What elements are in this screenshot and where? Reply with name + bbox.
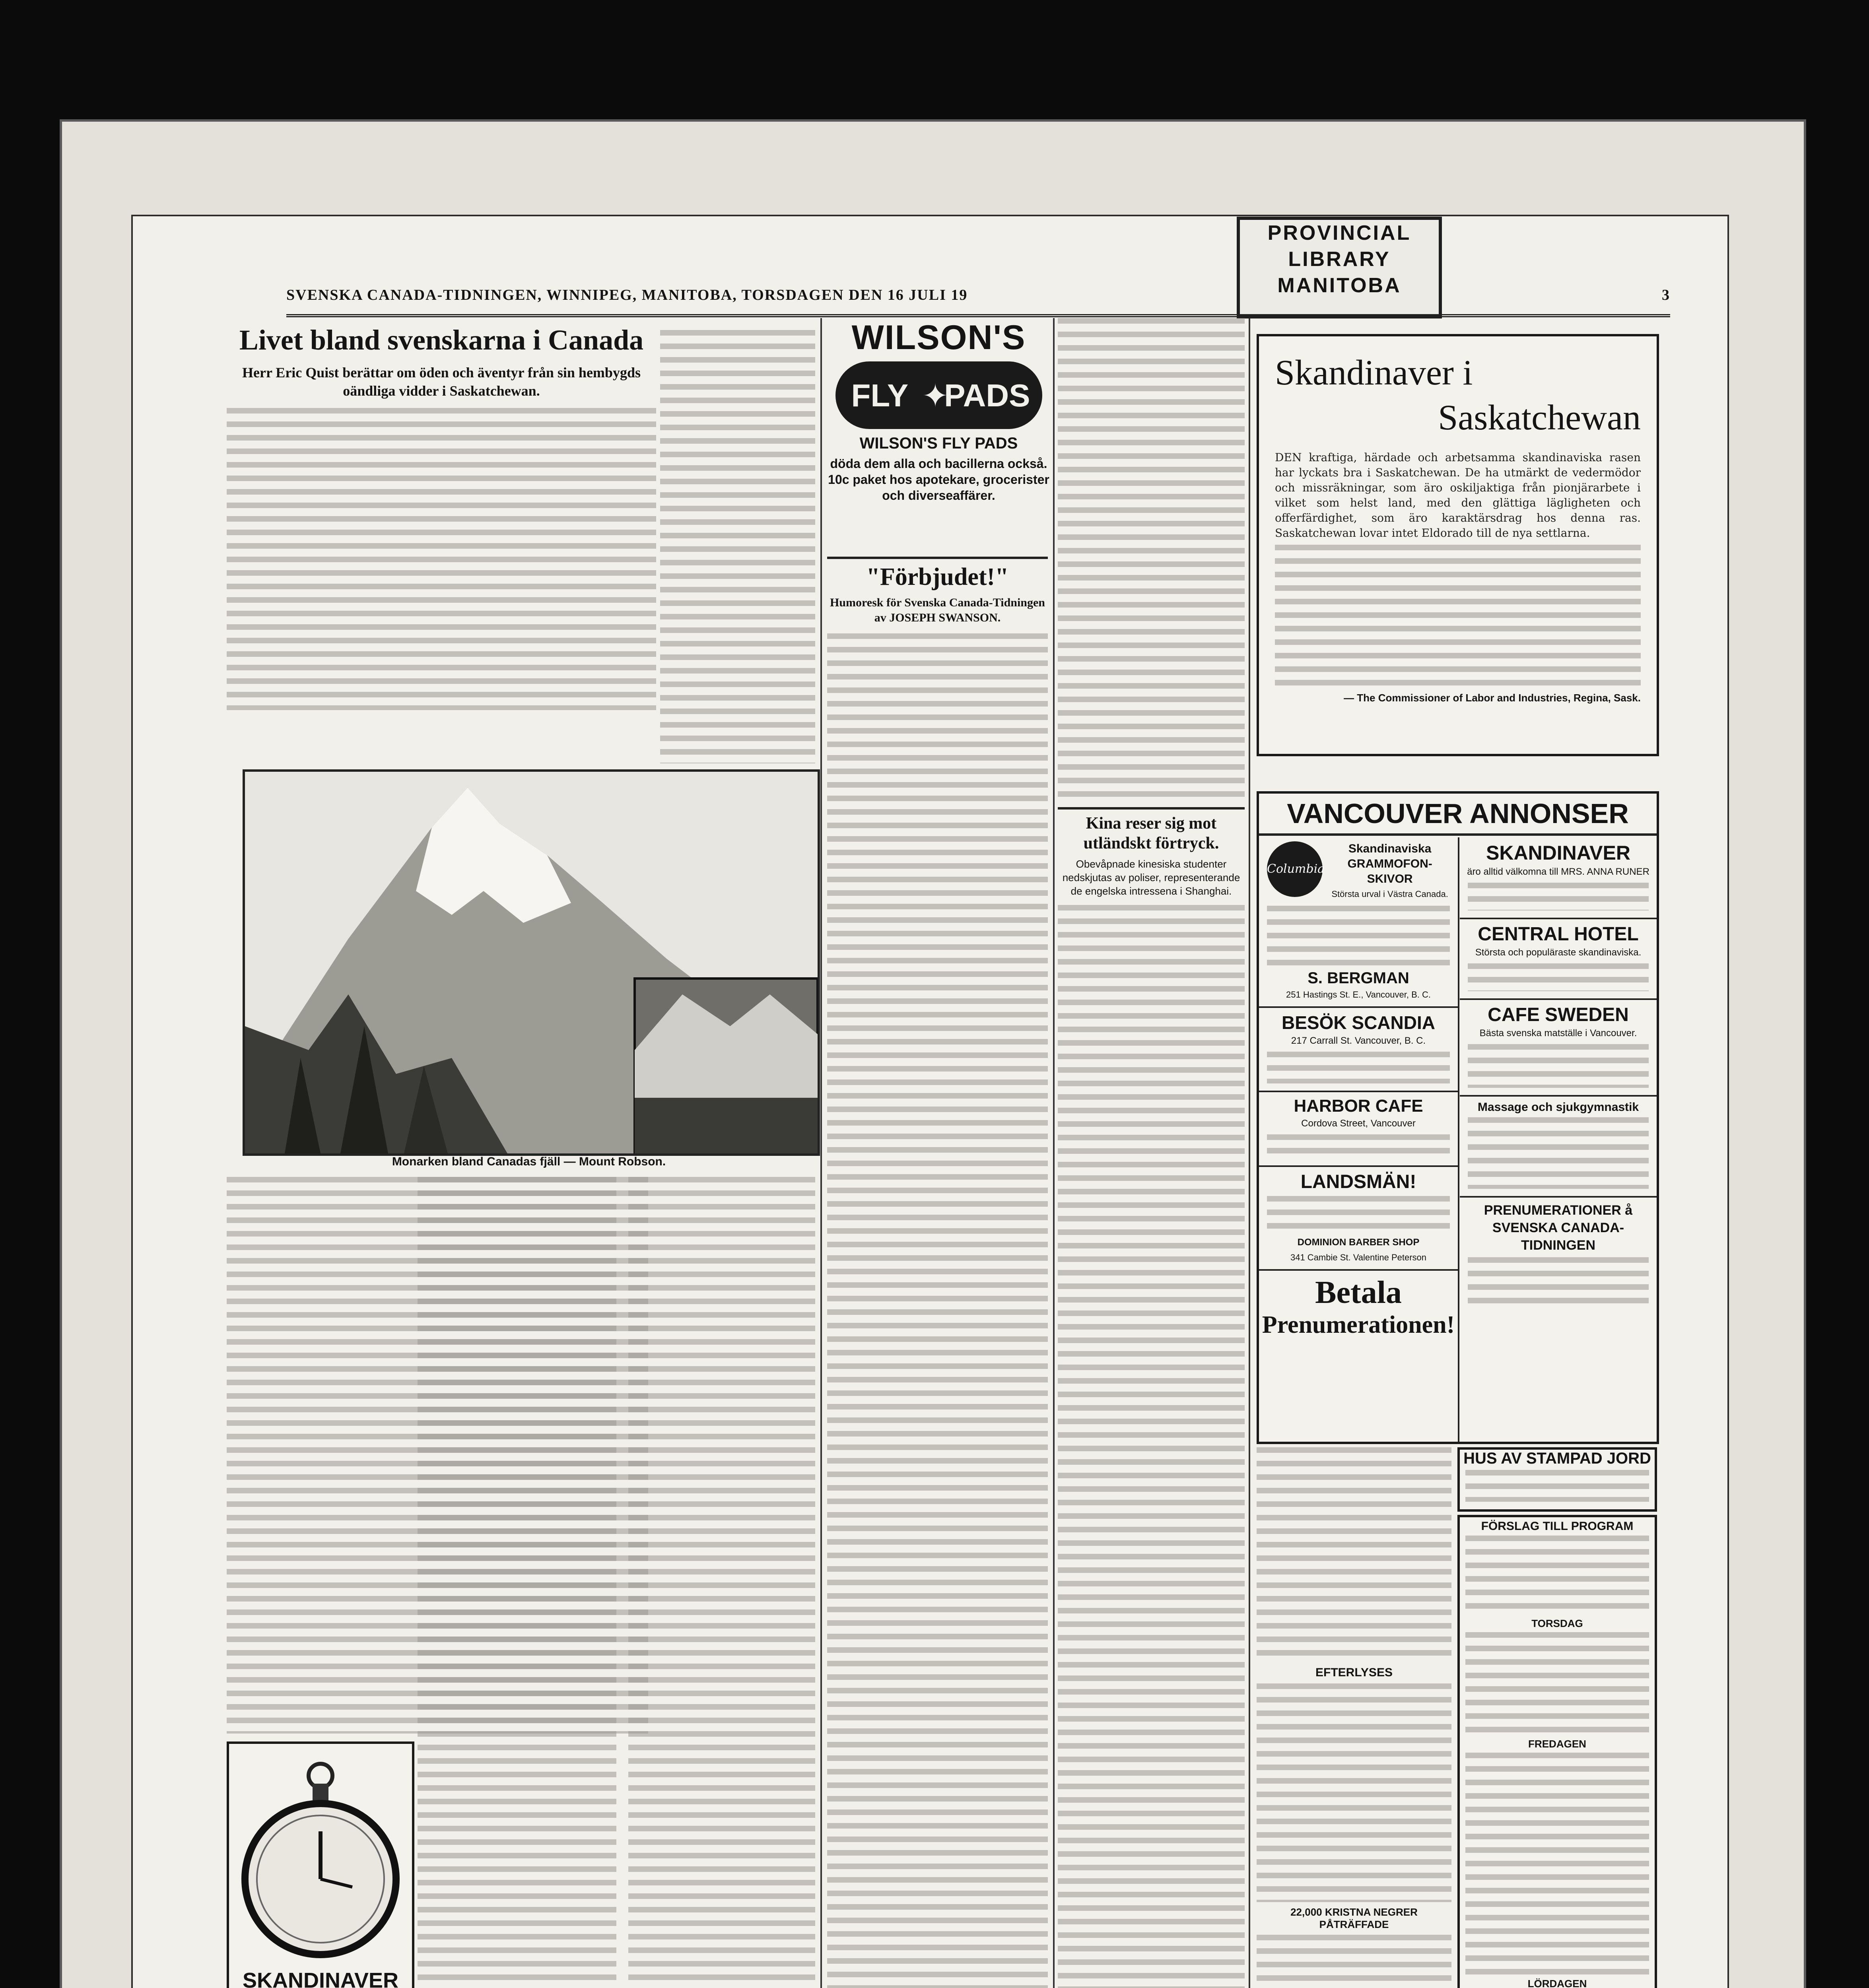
harbor-title: HARBOR CAFE [1294,1096,1423,1116]
fly-pads-logo [835,361,1042,429]
besok-scandia-ad [1259,1008,1458,1092]
columbia-logo: Columbia [1267,841,1323,897]
column-5-lower [1257,1447,1451,1988]
sask-body: DEN kraftiga, härdade och arbetsamma skandinaviska rasen har lyckats bra i Saskatchewan. De ha utmärkt de vedermödor och missräkningar, som äro oskiljaktiga från pionjärarbete i vilket som helst land, med den glättiga lägligheten och offerfärdighet, som äro karaktärsdrag hos denna ras. Saskatchewan lovar intet Eldorado till de nya settlarna. [1275,451,1641,540]
kirk-title: SKANDINAVER [242,1969,399,1988]
hus-ad [1457,1447,1657,1512]
fly-label: FLY [851,378,909,413]
vancouver-title: VANCOUVER ANNONSER [1259,794,1657,836]
sask-title-1: Skandinaver i [1275,353,1473,392]
masthead-text: SVENSKA CANADA-TIDNINGEN, WINNIPEG, MANITOBA, TORSDAGEN DEN 16 JULI 19 [286,287,968,303]
massage-title: Massage och sjukgymnastik [1477,1101,1639,1114]
betala-ad [1259,1271,1458,1339]
besok-title: BESÖK SCANDIA [1282,1012,1435,1033]
besok-address: 217 Carrall St. Vancouver, B. C. [1291,1035,1426,1046]
vancouver-right-column [1460,837,1657,1316]
program-box [1457,1515,1657,1988]
bergman-name: S. BERGMAN [1308,969,1409,987]
article-subhead: Herr Eric Quist berättar om öden och äventyr från sin hembygds oändliga vidder i Saskatchewan. [242,365,641,399]
stamp-line-3: MANITOBA [1277,274,1401,297]
skandinaver-saskatchewan-box [1257,334,1659,756]
barber-name: DOMINION BARBER SHOP [1297,1237,1420,1248]
runer-ad [1460,837,1657,919]
grammofon-subtitle: Största urval i Västra Canada. [1331,889,1448,899]
wilson-product: WILSON'S FLY PADS [859,435,1018,452]
sask-signature: — The Commissioner of Labor and Industries, Regina, Sask. [1344,692,1641,704]
wilson-text: döda dem alla och bacillerna också. 10c paket hos apotekare, grocerister och diverseaffärer. [828,456,1049,503]
article-body [227,408,656,710]
grammofon-title: Skandinaviska GRAMMOFON-SKIVOR [1347,842,1432,885]
masthead [286,286,1670,317]
vancouver-left-column [1259,837,1459,1442]
kirk-ad [227,1741,414,1988]
article-continued-2 [418,1177,616,1988]
kina-subhead: Obevåpnade kinesiska studenter nedskjutas av poliser, representerande de engelska intressena i Shanghai. [1062,858,1240,897]
bergman-address: 251 Hastings St. E., Vancouver, B. C. [1286,990,1431,1000]
page-number: 3 [1662,287,1670,303]
hus-title: HUS AV STAMPAD JORD [1463,1450,1651,1467]
landsman-title: LANDSMÄN! [1300,1171,1416,1192]
kina-headline: Kina reser sig mot utländskt förtryck. [1058,807,1245,853]
stamp-line-2: LIBRARY [1288,248,1391,271]
grammofon-ad [1259,837,1458,1008]
runer-subtitle: äro alltid välkomna till MRS. ANNA RUNER [1467,866,1649,877]
forbjudet-subtitle: Humoresk för Svenska Canada-Tidningen av JOSEPH SWANSON. [830,596,1045,624]
mountain-illustration [245,772,818,1153]
cafe-sweden-ad [1460,1000,1657,1097]
central-title: CENTRAL HOTEL [1478,924,1639,945]
central-hotel-ad [1460,919,1657,1000]
column-4-text [1058,318,1245,803]
runer-title: SKANDINAVER [1486,842,1630,864]
pocket-watch-icon [229,1744,412,1967]
column-rule [820,318,822,1988]
vancouver-ads [1257,791,1659,1444]
program-day-friday: FREDAGEN [1528,1738,1586,1750]
forbjudet-title: "Förbjudet!" [827,557,1048,591]
pads-label: PADS [944,378,1030,413]
cafe-subtitle: Bästa svenska matställe i Vancouver. [1479,1028,1637,1039]
sask-title-2: Saskatchewan [1438,398,1641,437]
program-day-thursday: TORSDAG [1531,1617,1583,1629]
sask-body-more [1275,545,1641,688]
kina-body [1058,905,1245,1988]
article-body-col2 [660,330,815,763]
harbor-cafe-ad [1259,1092,1458,1167]
fly-icon: ✦ [922,378,949,414]
mount-robson-photo [243,769,820,1156]
article-quist [227,318,656,710]
massage-ad [1460,1097,1657,1198]
betala-line-1: Betala [1315,1275,1402,1310]
column-rule [1053,318,1055,1988]
article-continued-3 [628,1177,815,1988]
barber-address: 341 Cambie St. Valentine Peterson [1290,1252,1427,1262]
article-headline: Livet bland svenskarna i Canada [239,324,644,356]
landsman-ad [1259,1167,1458,1271]
forbjudet-article [827,557,1048,1988]
central-subtitle: Största och populäraste skandinaviska. [1475,947,1642,958]
forbjudet-body [827,633,1048,1988]
photo-caption: Monarken bland Canadas fjäll — Mount Robson. [392,1155,666,1168]
negrer-headline: 22,000 KRISTNA NEGRER PÅTRÄFFADE [1290,1906,1418,1930]
kina-article [1058,807,1245,1988]
wilson-brand: WILSON'S [851,318,1026,357]
harbor-address: Cordova Street, Vancouver [1301,1118,1416,1129]
program-day-saturday: LÖRDAGEN [1527,1978,1587,1988]
cafe-title: CAFE SWEDEN [1488,1004,1629,1025]
efterlyses-title: EFTERLYSES [1315,1666,1393,1679]
stamp-line-1: PROVINCIAL [1267,221,1411,245]
prenumeration-ad [1460,1198,1657,1316]
prenum-title: PRENUMERATIONER å SVENSKA CANADA-TIDNINGEN [1484,1203,1633,1253]
betala-line-2: Prenumerationen! [1262,1311,1455,1338]
wilsons-fly-pads-ad [826,318,1051,549]
program-title: FÖRSLAG TILL PROGRAM [1481,1520,1634,1533]
column-rule [1249,318,1250,1988]
